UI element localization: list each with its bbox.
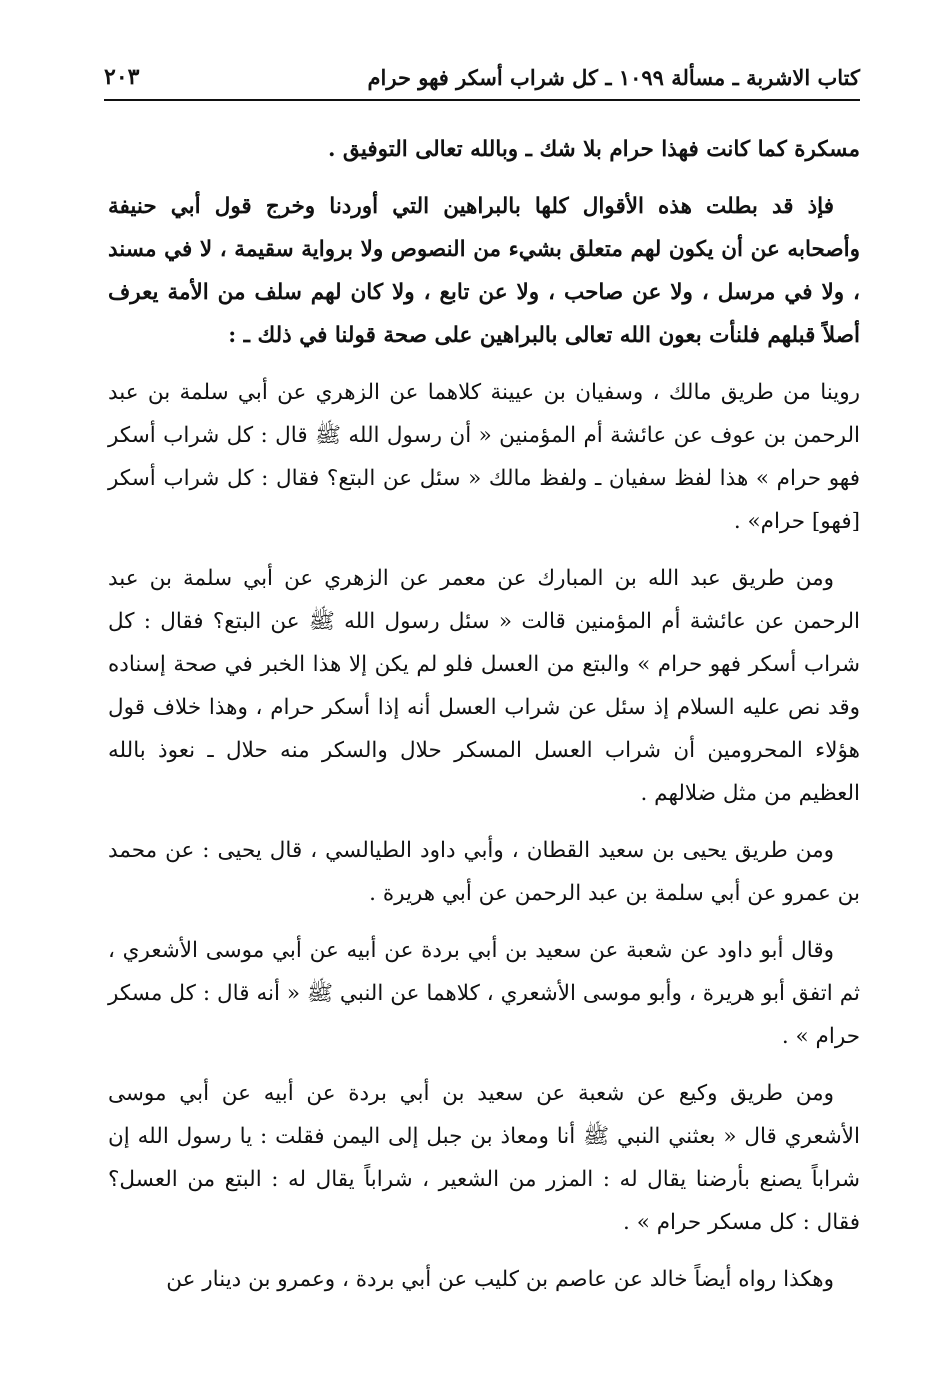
paragraph-2: فإذ قد بطلت هذه الأقوال كلها بالبراهين التي أوردنا وخرج قول أبي حنيفة وأصحابه عن أن يكون لهم متعلق بشيء من النصوص ولا برواية سقيمة ، لا في مسند ، ولا في مرسل ، ولا عن صاحب ، ولا عن تابع ، ولا كان لهم سلف من الأمة يعرف أصلاً قبلهم فلنأت بعون الله تعالى بالبراهين على صحة قولنا في ذلك ـ : bbox=[108, 194, 860, 348]
running-title: كتاب الاشربة ـ مسألة ١٠٩٩ ـ كل شراب أسكر فهو حرام bbox=[367, 64, 860, 90]
paragraph-8: وهكذا رواه أيضاً خالد عن عاصم بن كليب عن أبي بردة ، وعمرو بن دينار عن bbox=[166, 1267, 834, 1292]
paragraph-3: روينا من طريق مالك ، وسفيان بن عيينة كلاهما عن الزهري عن أبي سلمة بن عبد الرحمن بن عوف عن عائشة أم المؤمنين « أن رسول الله ﷺ قال : كل شراب أسكر فهو حرام » هذا لفظ سفيان ـ ولفظ مالك « سئل عن البتع؟ فقال : كل شراب أسكر [فهو] حرام» . bbox=[108, 380, 860, 534]
paragraph-4: ومن طريق عبد الله بن المبارك عن معمر عن الزهري عن أبي سلمة بن عبد الرحمن عن عائشة أم المؤمنين قالت « سئل رسول الله ﷺ عن البتع؟ فقال : كل شراب أسكر فهو حرام » والبتع من العسل فلو لم يكن إلا هذا الخبر في صحة إسناده وقد نص عليه السلام إذ سئل عن شراب العسل أنه إذا أسكر حرام ، وهذا خلاف قول هؤلاء المحرومين أن شراب العسل المسكر حلال والسكر منه حلال ـ نعوذ بالله العظيم من مثل ضلالهم . bbox=[108, 566, 860, 806]
paragraph-1: مسكرة كما كانت فهذا حرام بلا شك ـ وبالله تعالى التوفيق . bbox=[327, 137, 860, 162]
paragraph-7: ومن طريق وكيع عن شعبة عن سعيد بن أبي بردة عن أبيه عن أبي موسى الأشعري قال « بعثني النبي ﷺ أنا ومعاذ بن جبل إلى اليمن فقلت : يا رسول الله إن شراباً يصنع بأرضنا يقال له : المزر من الشعير ، شراباً يقال له : البتع من العسل؟ فقال : كل مسكر حرام » . bbox=[108, 1081, 860, 1235]
page-number: ٢٠٣ bbox=[104, 64, 140, 90]
paragraph-6: وقال أبو داود عن شعبة عن سعيد بن أبي بردة عن أبيه عن أبي موسى الأشعري ، ثم اتفق أبو هريرة ، وأبو موسى الأشعري ، كلاهما عن النبي ﷺ « أنه قال : كل مسكر حرام » . bbox=[108, 938, 860, 1049]
page-header bbox=[104, 55, 860, 101]
paragraph-5: ومن طريق يحيى بن سعيد القطان ، وأبي داود الطيالسي ، قال يحيى : عن محمد بن عمرو عن أبي سلمة بن عبد الرحمن عن أبي هريرة . bbox=[108, 838, 860, 906]
page-body bbox=[108, 128, 860, 1301]
